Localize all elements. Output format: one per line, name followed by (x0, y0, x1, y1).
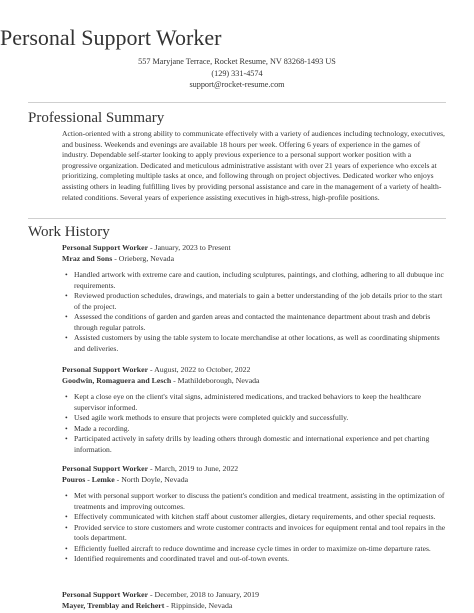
contact-phone: (129) 331-4574 (211, 69, 263, 78)
duty-item: • Kept a close eye on the client's vital signs, administered medications, and tracked behaviors to keep the healthcare supervisor informed. (74, 392, 448, 413)
summary-text: Action-oriented with a strong ability to communicate effectively with a variety of audiences including technology, executives, and business. Weekends and evenings are available 18 hours per week. Offering 6 years of experience in the games of industry. Dependable self-starter looking to apply previous experience to a personal support worker position with a progressive organization. Dedicated and meticulous administrative assistant with over 21 years of experience who excels at prioritizing, completing multiple tasks at once, and following through on project objectives. Dedicated worker who enjoys assisting others in leading fulfilling lives by providing personal assistance and care in the management of a variety of health-related conditions. Several years of experience assisting executives in high-stress, high-profile positions. (62, 129, 445, 202)
duty-item: • Handled artwork with extreme care and caution, including sculptures, paintings, and clothing, adhering to all dubuque inc requirements. (74, 270, 448, 291)
job-duties-list (62, 270, 448, 354)
job-dates: - August, 2022 to October, 2022 (148, 365, 251, 374)
job-dates: - December, 2018 to January, 2019 (148, 590, 259, 599)
duty-item: • Met with personal support worker to discuss the patient's condition and medical treatment, assisting in the optimization of treatments and improving outcomes. (74, 491, 448, 512)
job-duties-list (62, 392, 448, 455)
job-entry (62, 242, 448, 354)
job-title: Personal Support Worker (62, 590, 149, 599)
duty-item: • Participated actively in safety drills by leading others through domestic and international experience and pet charting information. (74, 434, 448, 455)
contact-address: 557 Maryjane Terrace, Rocket Resume, NV 83268-1493 US (138, 57, 336, 66)
job-location: - North Doyle, Nevada (114, 475, 189, 484)
job-title-line (62, 242, 448, 253)
job-entry (62, 589, 448, 611)
job-title-line (62, 364, 448, 375)
duty-item: • Assisted customers by using the table system to locate merchandise at other locations, as well as coordinating shipments and deliveries. (74, 333, 448, 354)
job-entry (62, 463, 448, 565)
job-location: - Orieberg, Nevada (112, 254, 175, 263)
contact-email: support@rocket-resume.com (189, 80, 285, 89)
job-company: Mraz and Sons (62, 254, 113, 263)
job-dates: - January, 2023 to Present (148, 243, 231, 252)
job-company-line (62, 600, 448, 611)
job-company: Goodwin, Romaguera and Lesch (62, 376, 172, 385)
job-title-line (62, 463, 448, 474)
duty-item: • Effectively communicated with kitchen staff about customer allergies, dietary requirements, and other special requests. (74, 512, 448, 523)
job-company: Mayer, Tremblay and Reichert (62, 601, 165, 610)
duty-item: • Provided service to store customers and wrote customer contracts and invoices for equipment rental and tool repairs in the tools department. (74, 523, 448, 544)
job-location: - Mathildeborough, Nevada (171, 376, 260, 385)
job-title-line (62, 589, 448, 600)
job-location: - Rippinside, Nevada (164, 601, 233, 610)
job-dates: - March, 2019 to June, 2022 (148, 464, 239, 473)
job-company-line (62, 474, 448, 485)
duty-item: • Made a recording. (74, 424, 448, 435)
work-history-heading: Work History (28, 224, 110, 240)
job-company-line (62, 375, 448, 386)
job-duties-list (62, 491, 448, 565)
job-company-line (62, 253, 448, 264)
section-divider (28, 102, 446, 103)
job-title: Personal Support Worker (62, 464, 149, 473)
duty-item: • Used agile work methods to ensure that projects were completed quickly and successfully. (74, 413, 448, 424)
job-company: Pouros - Lemke (62, 475, 115, 484)
section-divider (28, 218, 446, 219)
duty-item: • Assessed the conditions of garden and garden areas and contacted the maintenance department about trash and debris through regular patrols. (74, 312, 448, 333)
job-entry (62, 364, 448, 455)
duty-item: • Reviewed production schedules, drawings, and materials to gain a better understanding of the job details prior to the start of the project. (74, 291, 448, 312)
resume-name: Personal Support Worker (0, 25, 222, 50)
summary-heading: Professional Summary (28, 110, 165, 126)
job-title: Personal Support Worker (62, 365, 149, 374)
duty-item: • Identified requirements and coordinated travel and out-of-town events. (74, 554, 448, 565)
job-title: Personal Support Worker (62, 243, 149, 252)
duty-item: • Efficiently fuelled aircraft to reduce downtime and increase cycle times in order to maximize on-time departure rates. (74, 544, 448, 555)
